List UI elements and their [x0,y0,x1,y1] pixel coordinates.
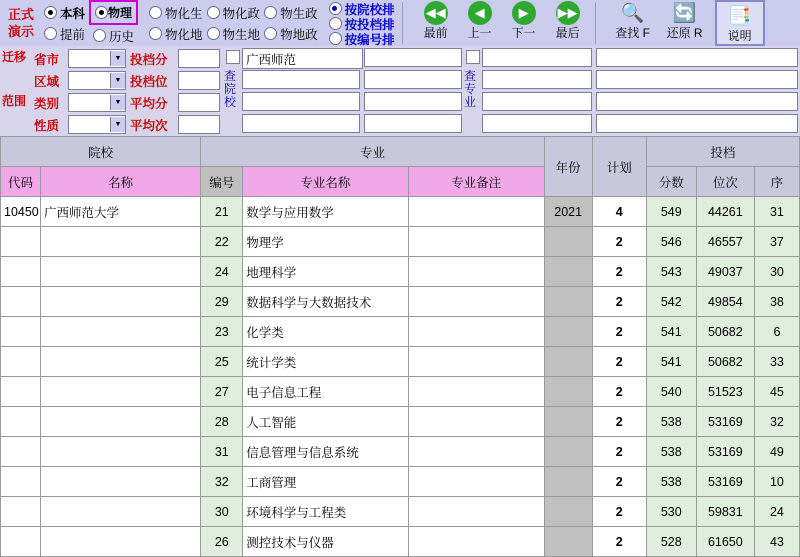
cell-major-name: 测控技术与仪器 [243,527,408,557]
nav-last-button[interactable] [546,0,590,40]
radio-label: 提前 [60,27,86,42]
select-region[interactable] [68,71,126,90]
cell-seq: 33 [754,347,799,377]
filter-label-avgrank: 平均次 [130,119,168,133]
cell-school-code [1,227,41,257]
table-row[interactable] [1,527,800,557]
major-checkbox[interactable] [466,50,480,67]
cell-major-remark [408,347,544,377]
cell-score: 541 [646,347,696,377]
cell-school-name [41,407,201,437]
group-header-school: 院校 [1,137,201,167]
cell-school-code [1,467,41,497]
cell-plan: 2 [592,317,646,347]
radio-combo-wsd[interactable] [207,23,261,44]
cell-major-name: 信息管理与信息系统 [243,437,408,467]
school-extra-1[interactable] [364,48,462,67]
cell-year [544,497,592,527]
filter-label-province: 省市 [34,53,60,67]
filter-label-region: 区域 [34,75,60,89]
filter-label-rank: 投档位 [130,75,168,89]
group-header-major: 专业 [201,137,544,167]
radio-label: 物生地 [222,27,261,42]
double-left-icon: ◀◀ [419,0,453,26]
combo-radio-group-2 [205,0,263,46]
radio-indicator-icon [329,17,342,30]
cell-school-name [41,347,201,377]
cell-school-name [41,377,201,407]
cell-seq: 32 [754,407,799,437]
cell-major-name: 物理学 [243,227,408,257]
cell-school-code [1,527,41,557]
school-filter-2[interactable] [242,70,360,89]
cell-plan: 2 [592,527,646,557]
filter-left-label-2 [0,68,28,90]
table-row[interactable] [1,437,800,467]
school-filter-4[interactable] [242,114,360,133]
cell-year: 2021 [544,197,592,227]
search-school-label: 查院校 [224,69,237,109]
filter-left-label-1: 迁移 [1,50,26,64]
filter-panel [0,46,800,137]
table-row[interactable] [1,347,800,377]
cell-major-no: 31 [201,437,243,467]
cell-major-no: 22 [201,227,243,257]
table-row[interactable] [1,287,800,317]
radio-label: 物地政 [280,27,318,42]
cell-rank: 53169 [696,407,754,437]
select-province[interactable] [68,49,126,68]
cell-major-remark [408,287,544,317]
radio-label: 物化生 [165,6,203,21]
cell-major-name: 电子信息工程 [243,377,408,407]
column-header-seq[interactable]: 序 [754,167,799,197]
cell-school-name [41,287,201,317]
cell-major-remark [408,227,544,257]
cell-major-remark [408,497,544,527]
radio-indicator-icon [264,27,277,40]
cell-seq: 6 [754,317,799,347]
cell-major-no: 25 [201,347,243,377]
cell-school-code [1,257,41,287]
major-filter-4[interactable] [482,114,592,133]
column-header-major-remark[interactable]: 专业备注 [408,167,544,197]
input-score[interactable] [178,49,220,68]
toolbar [0,0,800,47]
cell-plan: 2 [592,347,646,377]
cell-score: 549 [646,197,696,227]
sort-radio-group [327,0,397,46]
radio-indicator-icon [264,6,277,19]
cell-plan: 2 [592,227,646,257]
major-search-input[interactable] [482,48,592,67]
column-header-score[interactable]: 分数 [646,167,696,197]
school-checkbox[interactable] [226,50,240,67]
mode-line2: 演示 [7,24,34,39]
search-icon: 🔍 [620,3,645,24]
cell-major-name: 化学类 [243,317,408,347]
column-header-rank[interactable]: 位次 [696,167,754,197]
cell-major-no: 21 [201,197,243,227]
school-extra-3[interactable] [364,92,462,111]
radio-indicator-icon [44,27,57,40]
cell-school-code [1,287,41,317]
results-table [0,136,800,557]
table-body [1,197,800,557]
cell-plan: 2 [592,437,646,467]
cell-major-remark [408,527,544,557]
restore-icon: 🔄 [672,3,697,24]
navigation-buttons [414,0,590,46]
cell-year [544,257,592,287]
cell-year [544,227,592,257]
radio-level-benke[interactable] [44,2,85,23]
column-header-name[interactable]: 名称 [41,167,201,197]
column-header-major-name[interactable]: 专业名称 [243,167,408,197]
cell-school-name [41,467,201,497]
filter-left-label-3: 范围 [1,94,26,108]
cell-school-name [41,257,201,287]
radio-label: 历史 [109,29,135,44]
cell-major-name: 数据科学与大数据技术 [243,287,408,317]
cell-major-name: 人工智能 [243,407,408,437]
nav-next-button[interactable] [502,0,546,40]
mode-indicator [0,0,42,46]
filter-left-labels [0,46,28,136]
cell-major-name: 环境科学与工程类 [243,497,408,527]
cell-seq: 37 [754,227,799,257]
cell-rank: 61650 [696,527,754,557]
cell-seq: 24 [754,497,799,527]
group-header-year: 年份 [544,137,592,197]
cell-major-remark [408,197,544,227]
radio-label: 物化地 [165,27,203,42]
cell-school-code [1,497,41,527]
cell-rank: 50682 [696,317,754,347]
table-row[interactable] [1,227,800,257]
cell-score: 530 [646,497,696,527]
cell-score: 546 [646,227,696,257]
filter-left-label-4 [0,112,28,134]
cell-plan: 2 [592,257,646,287]
nav-prev-button[interactable] [458,0,502,40]
cell-score: 543 [646,257,696,287]
cell-major-no: 27 [201,377,243,407]
radio-combo-wsz[interactable] [264,2,318,23]
cell-seq: 10 [754,467,799,497]
radio-indicator-icon [329,32,342,45]
radio-label: 按投档排 [344,17,395,32]
major-filter-2[interactable] [482,70,592,89]
chevron-down-icon: ▼ [110,73,125,88]
cell-major-name: 地理科学 [243,257,408,287]
cell-major-no: 26 [201,527,243,557]
table-column-header-row [1,167,800,197]
major-extra-3[interactable] [596,92,798,111]
subject-radio-group [87,0,140,46]
cell-seq: 43 [754,527,799,557]
cell-major-no: 24 [201,257,243,287]
column-header-number[interactable]: 编号 [201,167,243,197]
cell-rank: 44261 [696,197,754,227]
cell-rank: 50682 [696,347,754,377]
help-button[interactable] [715,0,765,46]
major-filter-3[interactable] [482,92,592,111]
major-extra-4[interactable] [596,114,798,133]
cell-school-code [1,347,41,377]
cell-school-name: 广西师范大学 [41,197,201,227]
cell-school-name [41,497,201,527]
cell-school-code [1,317,41,347]
cell-seq: 30 [754,257,799,287]
radio-label: 物生政 [280,6,318,21]
cell-plan: 2 [592,287,646,317]
cell-major-remark [408,377,544,407]
cell-year [544,527,592,557]
major-extra-2[interactable] [596,70,798,89]
filter-label-avgscore: 平均分 [130,97,168,111]
nav-label: 最前 [423,26,448,40]
results-table-container[interactable] [0,136,800,550]
group-header-admission: 投档 [646,137,799,167]
cell-major-no: 30 [201,497,243,527]
school-extra-4[interactable] [364,114,462,133]
level-radio-group [42,0,87,46]
cell-score: 542 [646,287,696,317]
radio-combo-wdz[interactable] [264,23,318,44]
cell-school-code [1,377,41,407]
cell-school-code [1,407,41,437]
cell-rank: 59831 [696,497,754,527]
cell-school-code [1,437,41,467]
restore-label: 还原 R [666,26,703,40]
group-header-plan: 计划 [592,137,646,197]
cell-plan: 2 [592,377,646,407]
cell-year [544,317,592,347]
cell-year [544,377,592,407]
cell-seq: 49 [754,437,799,467]
double-right-icon: ▶▶ [551,0,585,26]
cell-major-remark [408,467,544,497]
input-avgrank[interactable] [178,115,220,134]
restore-button[interactable] [659,0,711,40]
cell-seq: 31 [754,197,799,227]
radio-label: 按编号排 [344,32,395,47]
input-rank[interactable] [178,71,220,90]
cell-score: 540 [646,377,696,407]
input-avgscore[interactable] [178,93,220,112]
cell-school-name [41,227,201,257]
chevron-down-icon: ▼ [110,95,125,110]
radio-level-tiqian[interactable] [44,23,85,44]
table-row[interactable] [1,407,800,437]
cell-score: 538 [646,467,696,497]
radio-indicator-icon [95,6,108,19]
radio-combo-whs[interactable] [149,2,203,23]
filter-label-nature: 性质 [34,119,60,133]
radio-subject-lishi[interactable] [93,25,140,46]
cell-score: 541 [646,317,696,347]
cell-major-name: 工商管理 [243,467,408,497]
action-buttons [607,0,711,46]
find-label: 查找 F [615,26,650,40]
find-button[interactable] [607,0,659,40]
filter-label-score: 投档分 [130,53,168,67]
radio-label: 本科 [60,6,86,21]
combo-radio-group-3 [262,0,320,46]
help-label: 说明 [727,29,752,43]
nav-label: 上一 [467,26,492,40]
radio-combo-whd[interactable] [149,23,203,44]
cell-major-remark [408,257,544,287]
radio-label: 物理 [108,6,133,21]
cell-rank: 49854 [696,287,754,317]
filter-label-category: 类别 [34,97,60,111]
school-filter-3[interactable] [242,92,360,111]
select-nature[interactable] [68,115,126,134]
left-icon: ◀ [463,0,497,26]
nav-label: 最后 [555,26,580,40]
chevron-down-icon: ▼ [110,51,125,66]
table-row[interactable] [1,197,800,227]
combo-radio-group-1 [147,0,205,46]
cell-plan: 2 [592,497,646,527]
radio-indicator-icon [207,27,220,40]
cell-major-name: 统计学类 [243,347,408,377]
table-row[interactable] [1,317,800,347]
cell-school-name [41,437,201,467]
cell-major-remark [408,317,544,347]
cell-major-no: 29 [201,287,243,317]
radio-indicator-icon [93,29,106,42]
cell-year [544,467,592,497]
cell-score: 528 [646,527,696,557]
cell-major-no: 23 [201,317,243,347]
table-row[interactable] [1,497,800,527]
school-search-input[interactable]: 广西师范 [242,48,363,69]
radio-indicator-icon [329,2,342,15]
cell-major-no: 28 [201,407,243,437]
cell-year [544,347,592,377]
cell-rank: 53169 [696,467,754,497]
radio-label: 按院校排 [344,2,395,17]
cell-major-remark [408,407,544,437]
cell-major-remark [408,437,544,467]
column-header-code[interactable]: 代码 [1,167,41,197]
table-row[interactable] [1,377,800,407]
cell-school-name [41,317,201,347]
cell-rank: 53169 [696,437,754,467]
radio-indicator-icon [207,6,220,19]
cell-school-name [41,527,201,557]
cell-year [544,287,592,317]
checkbox-icon [466,50,480,64]
cell-seq: 38 [754,287,799,317]
radio-label: 物化政 [222,6,261,21]
nav-first-button[interactable] [414,0,458,40]
cell-year [544,407,592,437]
school-extra-2[interactable] [364,70,462,89]
cell-school-code: 10450 [1,197,41,227]
radio-combo-whz[interactable] [207,2,261,23]
cell-rank: 46557 [696,227,754,257]
chevron-down-icon: ▼ [110,117,125,132]
select-category[interactable] [68,93,126,112]
cell-score: 538 [646,407,696,437]
table-row[interactable] [1,467,800,497]
radio-sort-number[interactable] [329,31,395,46]
table-group-header-row [1,137,800,167]
cell-year [544,437,592,467]
nav-label: 下一 [511,26,536,40]
cell-seq: 45 [754,377,799,407]
table-row[interactable] [1,257,800,287]
radio-subject-wuli[interactable] [89,0,138,25]
radio-indicator-icon [149,6,162,19]
cell-major-name: 数学与应用数学 [243,197,408,227]
cell-plan: 2 [592,407,646,437]
cell-score: 538 [646,437,696,467]
search-major-label: 查专业 [464,69,477,109]
checkbox-icon [226,50,240,64]
cell-major-no: 32 [201,467,243,497]
help-icon: 📑 [727,6,752,27]
cell-plan: 4 [592,197,646,227]
right-icon: ▶ [507,0,541,26]
radio-indicator-icon [44,6,57,19]
radio-indicator-icon [149,27,162,40]
major-extra-1[interactable] [596,48,798,67]
cell-rank: 49037 [696,257,754,287]
mode-line1: 正式 [7,7,34,22]
cell-plan: 2 [592,467,646,497]
cell-rank: 51523 [696,377,754,407]
